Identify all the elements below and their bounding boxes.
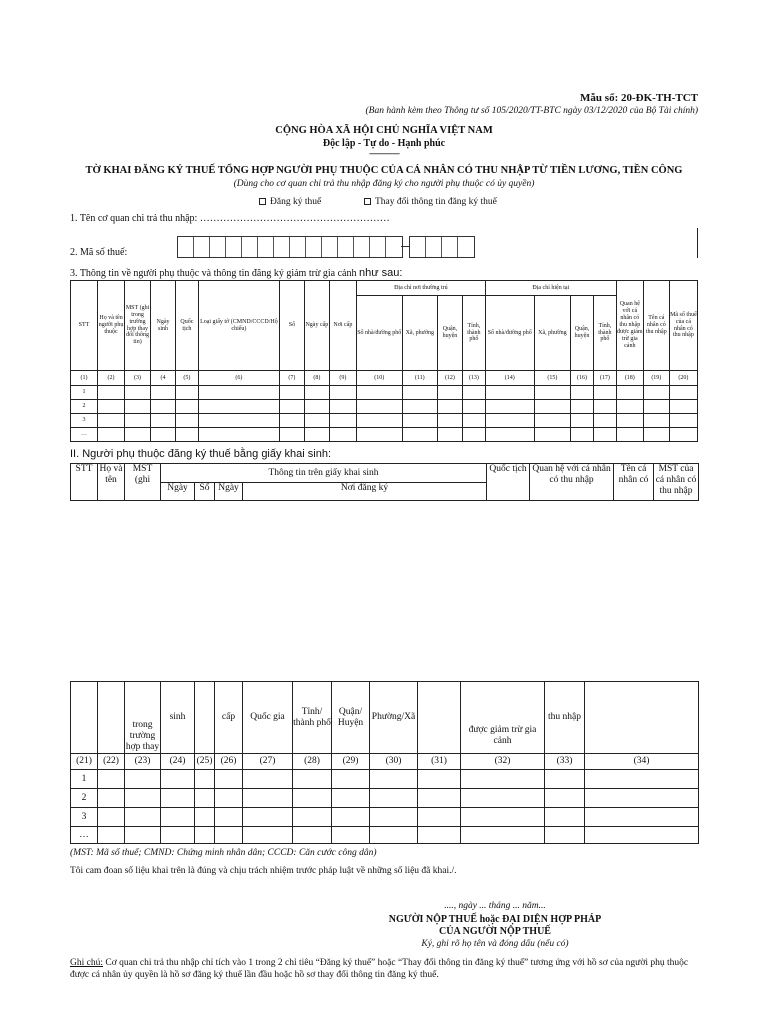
table-cell: (27) bbox=[243, 754, 293, 770]
table-cell bbox=[329, 428, 356, 442]
header-cell: Phường/Xã bbox=[370, 682, 418, 754]
header-cell: Ngày bbox=[215, 483, 243, 501]
declaration: Tôi cam đoan số liệu khai trên là đúng và chịu trách nhiệm trước pháp luật về những số liệu đã khai./. bbox=[70, 866, 457, 876]
table-cell bbox=[304, 386, 329, 400]
table-cell bbox=[545, 770, 585, 789]
table-cell: (4 bbox=[151, 371, 176, 386]
header-cell: Ngày cấp bbox=[304, 281, 329, 371]
header-cell: STT bbox=[71, 464, 98, 501]
table-cell bbox=[643, 414, 669, 428]
table-cell bbox=[571, 386, 594, 400]
footnote: Ghi chú: Cơ quan chi trả thu nhập chỉ tích vào 1 trong 2 chỉ tiêu “Đăng ký thuế” hoặc “Thay đổi thông tin đăng ký thuế” tương ứng với hồ sơ của người phụ thuộc được cá nhân ủy quyền là hồ sơ đăng ký thuế lần đầu hoặc hồ sơ thay đổi thông tin đăng ký thuế. bbox=[70, 958, 689, 981]
header-cell: cấp bbox=[215, 682, 243, 754]
table-cell bbox=[643, 400, 669, 414]
table-cell bbox=[161, 770, 195, 789]
table-cell: (3) bbox=[125, 371, 151, 386]
header-cell: Nơi cấp bbox=[329, 281, 356, 371]
table-cell bbox=[534, 400, 570, 414]
table-cell: (33) bbox=[545, 754, 585, 770]
table-cell bbox=[370, 770, 418, 789]
table-cell bbox=[585, 770, 699, 789]
table-row bbox=[71, 414, 698, 428]
table-cell bbox=[293, 827, 332, 844]
date-line: ...., ngày ... tháng ... năm... bbox=[444, 901, 546, 911]
table-cell: (12) bbox=[437, 371, 462, 386]
option-change[interactable]: Thay đổi thông tin đăng ký thuế bbox=[364, 197, 497, 207]
table-cell bbox=[71, 682, 98, 754]
table-cell bbox=[545, 789, 585, 808]
table-cell bbox=[176, 414, 199, 428]
table-cell bbox=[437, 386, 462, 400]
table-cell bbox=[356, 400, 402, 414]
table-row bbox=[71, 789, 699, 808]
table-cell bbox=[332, 808, 370, 827]
tax-code-dash bbox=[401, 246, 409, 247]
table-cell bbox=[370, 827, 418, 844]
table-cell bbox=[571, 428, 594, 442]
header-cell: Quận/ Huyện bbox=[332, 682, 370, 754]
tax-code-branch-boxes[interactable] bbox=[409, 236, 475, 258]
tax-code-boxes[interactable] bbox=[177, 236, 403, 258]
tax-code-label: 2. Mã số thuế: bbox=[70, 247, 128, 258]
table-cell bbox=[98, 428, 125, 442]
table-cell bbox=[461, 808, 545, 827]
table-cell bbox=[485, 414, 534, 428]
table-cell: (24) bbox=[161, 754, 195, 770]
table-cell bbox=[198, 414, 279, 428]
birth-cert-table-header bbox=[70, 463, 699, 501]
table-cell: (26) bbox=[215, 754, 243, 770]
table-cell bbox=[304, 428, 329, 442]
table-cell bbox=[279, 400, 304, 414]
option-register[interactable]: Đăng ký thuế bbox=[259, 197, 321, 207]
header-cell: Loại giấy tờ (CMND/CCCD/Hộ chiếu) bbox=[198, 281, 279, 371]
table-cell: 3 bbox=[71, 808, 98, 827]
table-cell: (18) bbox=[616, 371, 643, 386]
table-cell bbox=[176, 400, 199, 414]
header-cell: STT bbox=[71, 281, 98, 371]
table-cell: (34) bbox=[585, 754, 699, 770]
table-cell bbox=[151, 386, 176, 400]
table-cell bbox=[304, 400, 329, 414]
table-cell bbox=[669, 414, 697, 428]
table-cell bbox=[418, 789, 461, 808]
table-cell bbox=[98, 770, 125, 789]
table-cell bbox=[98, 789, 125, 808]
payer-name-label: 1. Tên cơ quan chi trả thu nhập: ………………………………………………… bbox=[70, 213, 390, 224]
table-cell: (30) bbox=[370, 754, 418, 770]
table-cell bbox=[585, 827, 699, 844]
table-cell bbox=[195, 682, 215, 754]
table-cell bbox=[125, 386, 151, 400]
table-cell bbox=[462, 414, 485, 428]
table-cell bbox=[593, 428, 616, 442]
table-cell bbox=[437, 400, 462, 414]
header-cell: Họ và tên bbox=[98, 464, 125, 501]
table-cell bbox=[616, 386, 643, 400]
table-cell bbox=[329, 386, 356, 400]
table-cell: (10) bbox=[356, 371, 402, 386]
table-cell bbox=[332, 789, 370, 808]
group-header-current: Địa chỉ hiện tại bbox=[485, 281, 616, 296]
table-cell bbox=[125, 770, 161, 789]
table-cell bbox=[643, 386, 669, 400]
table-cell bbox=[198, 386, 279, 400]
table-cell bbox=[485, 386, 534, 400]
table-cell bbox=[243, 770, 293, 789]
table-cell: (2) bbox=[98, 371, 125, 386]
table-cell: (20) bbox=[669, 371, 697, 386]
header-cell: Quốc tịch bbox=[176, 281, 199, 371]
header-cell: được giảm trừ gia cảnh bbox=[461, 682, 545, 754]
table-cell bbox=[461, 827, 545, 844]
table-cell bbox=[243, 827, 293, 844]
table-cell bbox=[485, 400, 534, 414]
abbreviation-note: (MST: Mã số thuế; CMND: Chứng minh nhân dân; CCCD: Căn cước công dân) bbox=[70, 848, 377, 858]
table-cell bbox=[293, 808, 332, 827]
header-cell: Số nhà/đường phố bbox=[356, 296, 402, 371]
form-title: TỜ KHAI ĐĂNG KÝ THUẾ TỔNG HỢP NGƯỜI PHỤ THUỘC CỦA CÁ NHÂN CÓ THU NHẬP TỪ TIỀN LƯƠNG, TIỀN CÔNG bbox=[85, 165, 683, 176]
header-cell: Quận, huyện bbox=[571, 296, 594, 371]
header-cell: thu nhập bbox=[545, 682, 585, 754]
table-cell bbox=[195, 827, 215, 844]
table-row bbox=[71, 827, 699, 844]
table-cell bbox=[585, 682, 699, 754]
table-cell bbox=[243, 808, 293, 827]
form-subtitle: (Dùng cho cơ quan chi trả thu nhập đăng ký cho người phụ thuộc có ủy quyền) bbox=[233, 179, 535, 189]
section2-label: II. Người phụ thuộc đăng ký thuế bằng giấy khai sinh: bbox=[70, 448, 332, 460]
table-row bbox=[71, 770, 699, 789]
header-cell: MST (ghi bbox=[125, 464, 161, 501]
table-cell bbox=[356, 414, 402, 428]
table-cell bbox=[462, 386, 485, 400]
table-cell bbox=[616, 400, 643, 414]
table-cell bbox=[402, 414, 437, 428]
header-cell: Tỉnh/ thành phố bbox=[293, 682, 332, 754]
table-cell: (13) bbox=[462, 371, 485, 386]
table-cell bbox=[151, 428, 176, 442]
table-cell bbox=[151, 400, 176, 414]
dependents-table bbox=[70, 280, 698, 442]
table-cell bbox=[643, 428, 669, 442]
table-cell bbox=[98, 827, 125, 844]
table-cell bbox=[571, 414, 594, 428]
header-cell: Ngày bbox=[161, 483, 195, 501]
table-row bbox=[71, 808, 699, 827]
table-cell bbox=[215, 770, 243, 789]
table-cell bbox=[356, 386, 402, 400]
table-cell: (14) bbox=[485, 371, 534, 386]
table-cell bbox=[279, 386, 304, 400]
table-cell bbox=[534, 386, 570, 400]
table-cell bbox=[243, 789, 293, 808]
table-cell: (21) bbox=[71, 754, 98, 770]
signer-title: NGƯỜI NỘP THUẾ hoặc ĐẠI DIỆN HỢP PHÁP bbox=[388, 914, 602, 925]
header-cell: Nơi đăng ký bbox=[243, 483, 487, 501]
margin-line bbox=[697, 228, 698, 258]
table-cell bbox=[176, 386, 199, 400]
header-cell: Xã, phường bbox=[402, 296, 437, 371]
table-cell bbox=[215, 827, 243, 844]
table-cell: (17) bbox=[593, 371, 616, 386]
table-cell bbox=[293, 789, 332, 808]
table-row bbox=[71, 386, 698, 400]
motto: Độc lập - Tự do - Hạnh phúc bbox=[322, 138, 446, 149]
header-cell: Quốc gia bbox=[243, 682, 293, 754]
form-number: Mẫu số: 20-ĐK-TH-TCT bbox=[580, 92, 698, 104]
header-cell: Quan hệ với cá nhân có thu nhập bbox=[530, 464, 614, 501]
table-cell: (9) bbox=[329, 371, 356, 386]
table-cell bbox=[534, 428, 570, 442]
header-cell: Số bbox=[195, 483, 215, 501]
header-cell: Mã số thuế của cá nhân có thu nhập bbox=[669, 281, 697, 371]
table-cell bbox=[98, 386, 125, 400]
table-cell bbox=[616, 414, 643, 428]
table-cell bbox=[125, 400, 151, 414]
motto-rule: --------------- bbox=[369, 148, 399, 158]
table-row bbox=[71, 400, 698, 414]
table-cell bbox=[329, 414, 356, 428]
table-cell bbox=[571, 400, 594, 414]
birth-cert-table-body bbox=[70, 681, 699, 844]
header-cell: Quốc tịch bbox=[487, 464, 530, 501]
header-cell: trong trường hợp thay bbox=[125, 682, 161, 754]
table-cell bbox=[418, 770, 461, 789]
table-cell bbox=[151, 414, 176, 428]
table-cell bbox=[485, 428, 534, 442]
checkbox-icon[interactable] bbox=[364, 198, 371, 205]
country-name: CỘNG HÒA XÃ HỘI CHỦ NGHĨA VIỆT NAM bbox=[275, 125, 493, 136]
table-cell bbox=[437, 428, 462, 442]
table-cell bbox=[402, 386, 437, 400]
header-cell: Quận, huyện bbox=[437, 296, 462, 371]
table-cell bbox=[534, 414, 570, 428]
table-cell: (28) bbox=[293, 754, 332, 770]
table-cell bbox=[585, 808, 699, 827]
table-cell: (5) bbox=[176, 371, 199, 386]
table-cell bbox=[332, 827, 370, 844]
table-cell: (29) bbox=[332, 754, 370, 770]
table-cell bbox=[293, 770, 332, 789]
table-cell bbox=[125, 789, 161, 808]
table-cell bbox=[418, 682, 461, 754]
table-cell: 1 bbox=[71, 386, 98, 400]
issued-by: (Ban hành kèm theo Thông tư số 105/2020/TT-BTC ngày 03/12/2020 của Bộ Tài chính) bbox=[365, 106, 698, 116]
table-cell bbox=[215, 808, 243, 827]
header-cell: Số nhà/đường phố bbox=[485, 296, 534, 371]
table-cell bbox=[418, 808, 461, 827]
group-header-permanent: Địa chỉ nơi thường trú bbox=[356, 281, 485, 296]
table-cell: (25) bbox=[195, 754, 215, 770]
header-cell: Xã, phường bbox=[534, 296, 570, 371]
table-cell bbox=[195, 770, 215, 789]
table-cell bbox=[461, 770, 545, 789]
table-cell bbox=[329, 400, 356, 414]
table-cell bbox=[98, 400, 125, 414]
table-cell bbox=[176, 428, 199, 442]
table-cell bbox=[616, 428, 643, 442]
table-cell bbox=[161, 827, 195, 844]
table-cell: 1 bbox=[71, 770, 98, 789]
header-cell: Tên cá nhân có thu nhập bbox=[643, 281, 669, 371]
table-cell bbox=[98, 682, 125, 754]
table-cell: (15) bbox=[534, 371, 570, 386]
table-cell bbox=[669, 400, 697, 414]
table-cell bbox=[462, 400, 485, 414]
header-cell: sinh bbox=[161, 682, 195, 754]
table-cell: (16) bbox=[571, 371, 594, 386]
table-cell bbox=[98, 808, 125, 827]
table-row bbox=[71, 428, 698, 442]
table-cell bbox=[279, 414, 304, 428]
table-cell bbox=[332, 770, 370, 789]
table-cell bbox=[125, 827, 161, 844]
table-cell bbox=[462, 428, 485, 442]
header-cell: Tên cá nhân có bbox=[614, 464, 654, 501]
table-cell: 2 bbox=[71, 789, 98, 808]
table-cell: (31) bbox=[418, 754, 461, 770]
table-cell: (1) bbox=[71, 371, 98, 386]
table-cell bbox=[461, 789, 545, 808]
table-cell bbox=[402, 428, 437, 442]
checkbox-icon[interactable] bbox=[259, 198, 266, 205]
table-cell bbox=[161, 808, 195, 827]
table-cell bbox=[98, 414, 125, 428]
table-cell bbox=[125, 428, 151, 442]
table-cell: (8) bbox=[304, 371, 329, 386]
header-cell: Tỉnh, thành phố bbox=[593, 296, 616, 371]
table-cell bbox=[545, 808, 585, 827]
table-cell bbox=[402, 400, 437, 414]
table-cell bbox=[356, 428, 402, 442]
header-cell: Quan hệ với cá nhân có thu nhập được giảm trừ gia cảnh bbox=[616, 281, 643, 371]
table-cell: (22) bbox=[98, 754, 125, 770]
table-cell bbox=[437, 414, 462, 428]
table-cell: (23) bbox=[125, 754, 161, 770]
table-cell bbox=[161, 789, 195, 808]
table-cell: … bbox=[71, 827, 98, 844]
table-cell: (11) bbox=[402, 371, 437, 386]
header-cell: Số bbox=[279, 281, 304, 371]
table-cell bbox=[593, 386, 616, 400]
table-cell bbox=[418, 827, 461, 844]
table-cell bbox=[545, 827, 585, 844]
table-cell bbox=[198, 400, 279, 414]
table-cell: (7) bbox=[279, 371, 304, 386]
table-cell bbox=[125, 414, 151, 428]
table-cell bbox=[593, 400, 616, 414]
table-cell: (19) bbox=[643, 371, 669, 386]
table-cell bbox=[370, 789, 418, 808]
sign-hint: Ký, ghi rõ họ tên và đóng dấu (nếu có) bbox=[421, 939, 569, 949]
header-cell: Tỉnh, thành phố bbox=[462, 296, 485, 371]
header-cell: MST (ghi trong trường hợp thay đổi thông tin) bbox=[125, 281, 151, 371]
table-cell bbox=[195, 789, 215, 808]
table-cell bbox=[125, 808, 161, 827]
signer-title-2: CỦA NGƯỜI NỘP THUẾ bbox=[439, 926, 551, 937]
header-cell: Họ và tên người phụ thuộc bbox=[98, 281, 125, 371]
table-cell: 3 bbox=[71, 414, 98, 428]
table-cell bbox=[198, 428, 279, 442]
table-cell bbox=[279, 428, 304, 442]
table-cell bbox=[304, 414, 329, 428]
table-cell bbox=[669, 428, 697, 442]
table-cell bbox=[215, 789, 243, 808]
section3-label: 3. Thông tin về người phụ thuộc và thông tin đăng ký giảm trừ gia cảnh như sau: bbox=[70, 267, 403, 279]
table-cell: (6) bbox=[198, 371, 279, 386]
table-cell bbox=[370, 808, 418, 827]
table-cell bbox=[195, 808, 215, 827]
table-cell bbox=[585, 789, 699, 808]
header-cell: Thông tin trên giấy khai sinh bbox=[161, 464, 487, 483]
header-cell: Ngày sinh bbox=[151, 281, 176, 371]
table-cell: 2 bbox=[71, 400, 98, 414]
header-cell: MST của cá nhân có thu nhập bbox=[654, 464, 699, 501]
table-cell: … bbox=[71, 428, 98, 442]
table-cell bbox=[669, 386, 697, 400]
table-cell bbox=[593, 414, 616, 428]
table-cell: (32) bbox=[461, 754, 545, 770]
